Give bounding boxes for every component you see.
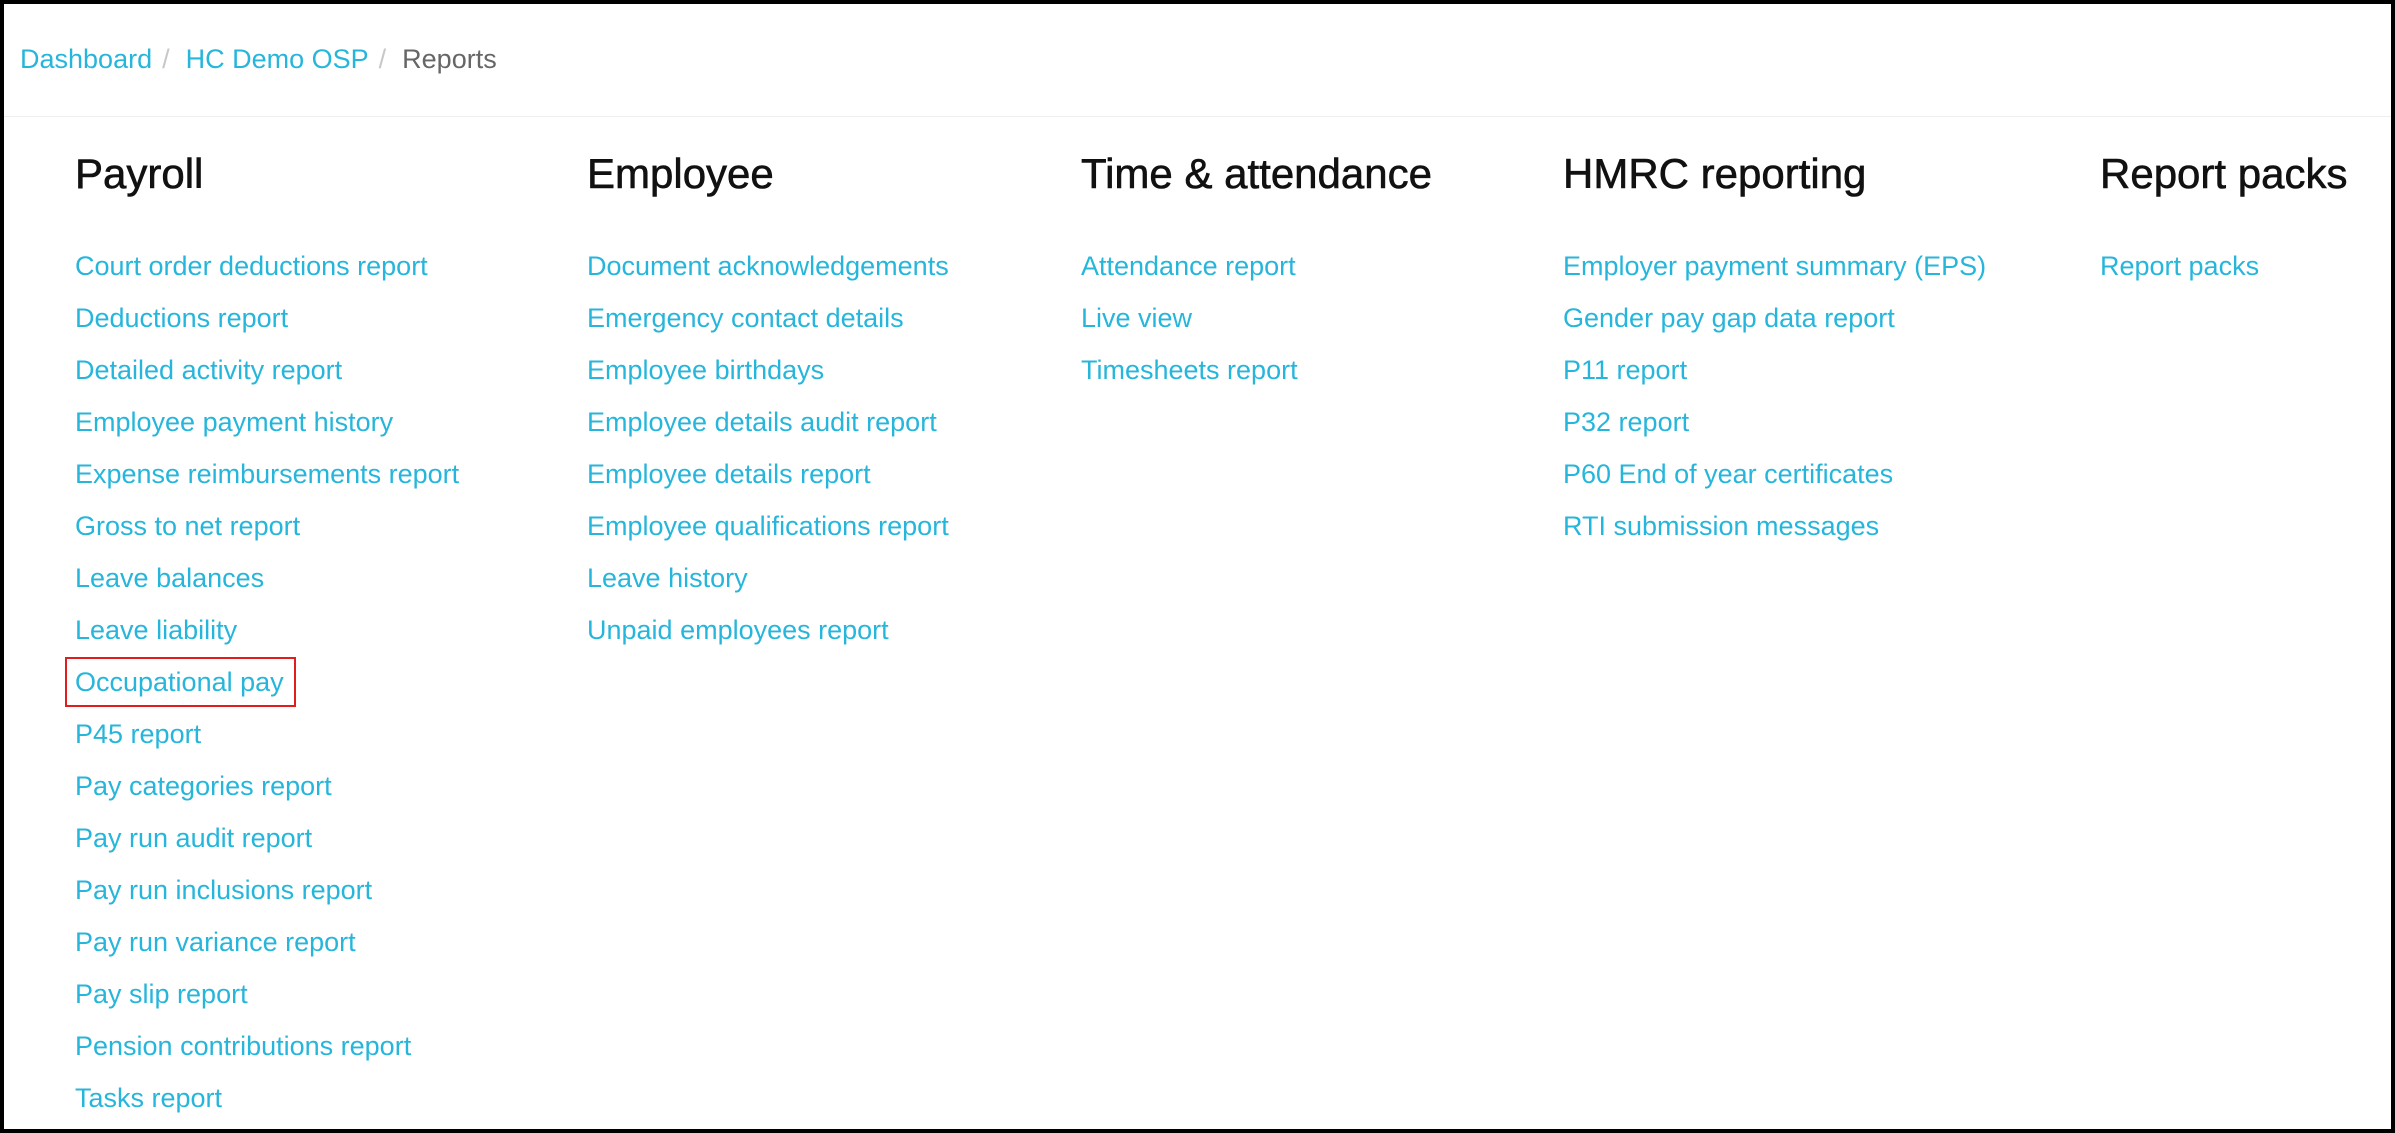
hmrc-reporting-heading: HMRC reporting [1563, 150, 1867, 197]
report-link-employee-details[interactable]: Employee details report [587, 459, 871, 489]
list-item [1081, 292, 1298, 344]
report-link-p11[interactable]: P11 report [1563, 355, 1688, 385]
report-link-pay-run-inclusions[interactable]: Pay run inclusions report [75, 875, 373, 905]
payroll-report-list [75, 240, 459, 1124]
report-link-employee-details-audit[interactable]: Employee details audit report [587, 407, 937, 437]
report-link-leave-history[interactable]: Leave history [587, 563, 748, 593]
payroll-column [75, 148, 460, 1113]
report-packs-list [2100, 240, 2259, 292]
list-item [75, 916, 459, 968]
report-link-expense-reimbursements[interactable]: Expense reimbursements report [75, 459, 460, 489]
list-item [75, 864, 459, 916]
list-item [2100, 240, 2259, 292]
list-item [587, 552, 949, 604]
breadcrumb-separator: / [378, 44, 387, 74]
breadcrumb-company-link[interactable]: HC Demo OSP [185, 44, 369, 74]
time-attendance-report-list [1081, 240, 1298, 396]
list-item [75, 292, 459, 344]
report-link-leave-balances[interactable]: Leave balances [75, 563, 265, 593]
hmrc-report-list [1563, 240, 1986, 552]
report-link-leave-liability[interactable]: Leave liability [75, 615, 238, 645]
list-item [75, 1020, 459, 1072]
list-item [587, 604, 949, 656]
report-link-p60-certificates[interactable]: P60 End of year certificates [1563, 459, 1894, 489]
employee-heading: Employee [587, 150, 774, 197]
report-packs-column [2100, 148, 2348, 281]
list-item [75, 240, 459, 292]
report-link-tasks[interactable]: Tasks report [75, 1083, 223, 1113]
report-link-rti-submission-messages[interactable]: RTI submission messages [1563, 511, 1880, 541]
report-link-pay-run-variance[interactable]: Pay run variance report [75, 927, 356, 957]
list-item [75, 708, 459, 760]
report-packs-heading: Report packs [2100, 150, 2348, 197]
report-link-court-order-deductions[interactable]: Court order deductions report [75, 251, 428, 281]
report-link-pension-contributions[interactable]: Pension contributions report [75, 1031, 412, 1061]
list-item [75, 1072, 459, 1124]
breadcrumb-dashboard-link[interactable]: Dashboard [20, 44, 153, 74]
report-link-emergency-contact-details[interactable]: Emergency contact details [587, 303, 904, 333]
time-attendance-heading: Time & attendance [1081, 150, 1432, 197]
report-link-unpaid-employees[interactable]: Unpaid employees report [587, 615, 889, 645]
report-link-pay-categories[interactable]: Pay categories report [75, 771, 332, 801]
list-item [587, 396, 949, 448]
list-item [75, 968, 459, 1020]
list-item [1081, 344, 1298, 396]
list-item [587, 448, 949, 500]
report-link-p32[interactable]: P32 report [1563, 407, 1690, 437]
report-link-attendance[interactable]: Attendance report [1081, 251, 1296, 281]
page-header [4, 4, 2391, 117]
report-link-employee-birthdays[interactable]: Employee birthdays [587, 355, 825, 385]
time-attendance-column [1081, 148, 1432, 385]
report-link-report-packs[interactable]: Report packs [2100, 251, 2260, 281]
report-link-deductions[interactable]: Deductions report [75, 303, 289, 333]
report-link-document-acknowledgements[interactable]: Document acknowledgements [587, 251, 949, 281]
list-item [1563, 292, 1986, 344]
list-item [75, 396, 459, 448]
report-link-pay-slip[interactable]: Pay slip report [75, 979, 248, 1009]
list-item [1563, 448, 1986, 500]
list-item [75, 448, 459, 500]
list-item [75, 344, 459, 396]
report-link-employee-qualifications[interactable]: Employee qualifications report [587, 511, 949, 541]
list-item [75, 552, 459, 604]
list-item [1563, 500, 1986, 552]
breadcrumb [20, 42, 497, 76]
breadcrumb-separator: / [162, 44, 170, 74]
list-item [1563, 344, 1986, 396]
report-link-live-view[interactable]: Live view [1081, 303, 1193, 333]
employee-column [587, 148, 949, 645]
report-link-pay-run-audit[interactable]: Pay run audit report [75, 823, 313, 853]
list-item [75, 604, 459, 656]
list-item [1563, 396, 1986, 448]
list-item [75, 812, 459, 864]
report-link-p45[interactable]: P45 report [75, 719, 202, 749]
report-link-gross-to-net[interactable]: Gross to net report [75, 511, 301, 541]
list-item [587, 344, 949, 396]
report-link-occupational-pay[interactable]: Occupational pay [67, 659, 294, 705]
list-item [75, 500, 459, 552]
list-item [587, 292, 949, 344]
list-item [75, 656, 459, 708]
report-link-detailed-activity[interactable]: Detailed activity report [75, 355, 343, 385]
list-item [587, 240, 949, 292]
report-link-employee-payment-history[interactable]: Employee payment history [75, 407, 394, 437]
breadcrumb-current: Reports [402, 44, 497, 74]
list-item [1563, 240, 1986, 292]
report-link-timesheets[interactable]: Timesheets report [1081, 355, 1298, 385]
report-link-gender-pay-gap[interactable]: Gender pay gap data report [1563, 303, 1895, 333]
report-link-employer-payment-summary[interactable]: Employer payment summary (EPS) [1563, 251, 1987, 281]
list-item [587, 500, 949, 552]
payroll-heading: Payroll [75, 150, 204, 197]
hmrc-reporting-column [1563, 148, 1987, 541]
list-item [1081, 240, 1298, 292]
employee-report-list [587, 240, 949, 656]
list-item [75, 760, 459, 812]
